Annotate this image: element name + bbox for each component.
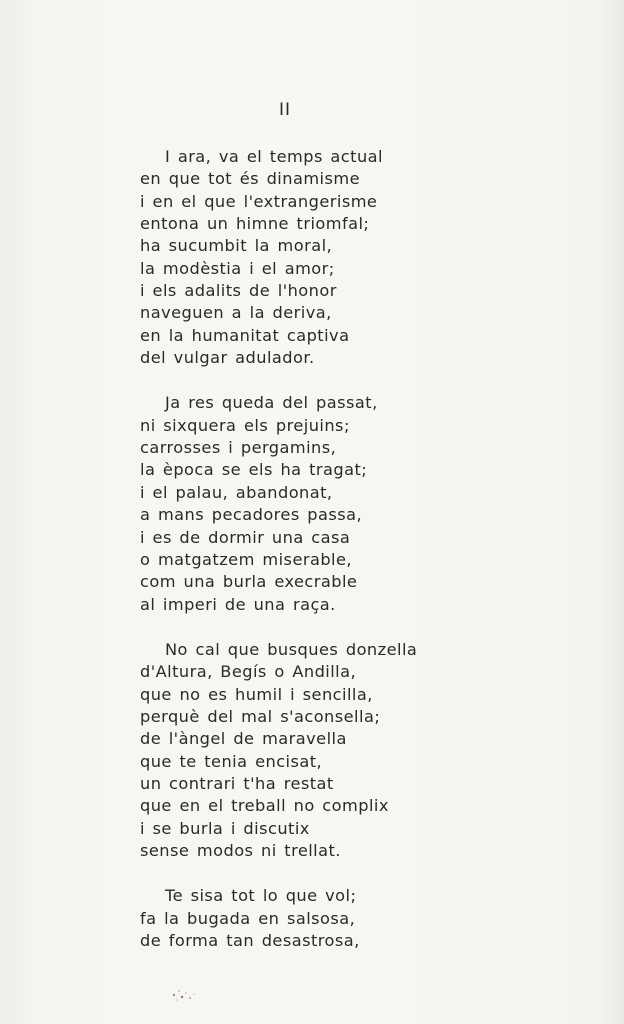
- poem-line: de forma tan desastrosa,: [140, 931, 360, 950]
- poem-line: o matgatzem miserable,: [140, 549, 353, 569]
- poem-line: No cal que busques donzella: [165, 639, 418, 659]
- poem-line: i els adalits de l'honor: [140, 281, 337, 301]
- poem-line: que te tenia encisat,: [140, 751, 323, 771]
- poem-line: i en el que l'extrangerisme: [140, 191, 378, 211]
- poem-line: que en el treball no complix: [140, 796, 389, 816]
- section-number: II: [278, 100, 292, 120]
- poem-line: fa la bugada en salsosa,: [140, 908, 356, 928]
- stanza: [140, 639, 600, 862]
- poem-line: de l'àngel de maravella: [140, 729, 347, 749]
- poem-line: sense modos ni trellat.: [140, 840, 341, 860]
- poem-line: ni sixquera els prejuins;: [140, 415, 350, 435]
- poem-line: i se burla i discutix: [140, 818, 310, 838]
- stanza: [140, 885, 600, 952]
- poem-line: la època se els ha tragat;: [140, 460, 368, 480]
- poem-line: i es de dormir una casa: [140, 527, 351, 547]
- poem-line: I ara, va el temps actual: [165, 147, 383, 166]
- poem-line: en que tot és dinamisme: [140, 169, 361, 189]
- poem-line: que no es humil i sencilla,: [140, 684, 373, 704]
- poem-line: en la humanitat captiva: [140, 325, 350, 345]
- stanza: [140, 146, 600, 369]
- paper-specks: [170, 985, 200, 1005]
- poem-line: ha sucumbit la moral,: [140, 236, 333, 256]
- poem-line: a mans pecadores passa,: [140, 505, 363, 525]
- poem-line: al imperi de una raça.: [140, 594, 336, 614]
- poem-line: entona un himne triomfal;: [140, 214, 370, 234]
- poem-line: naveguen a la deriva,: [140, 303, 332, 323]
- poem-line: com una burla execrable: [140, 572, 358, 592]
- poem: [140, 146, 600, 952]
- poem-line: Te sisa tot lo que vol;: [165, 886, 357, 906]
- poem-line: la modèstia i el amor;: [140, 258, 335, 278]
- poem-line: un contrari t'ha restat: [140, 773, 334, 793]
- poem-line: del vulgar adulador.: [140, 348, 315, 368]
- poem-line: i el palau, abandonat,: [140, 482, 333, 502]
- stanza: [140, 392, 600, 615]
- poem-line: d'Altura, Begís o Andilla,: [140, 662, 357, 682]
- poem-line: carrosses i pergamins,: [140, 438, 337, 458]
- poem-line: perquè del mal s'aconsella;: [140, 706, 381, 726]
- poem-line: Ja res queda del passat,: [165, 393, 378, 413]
